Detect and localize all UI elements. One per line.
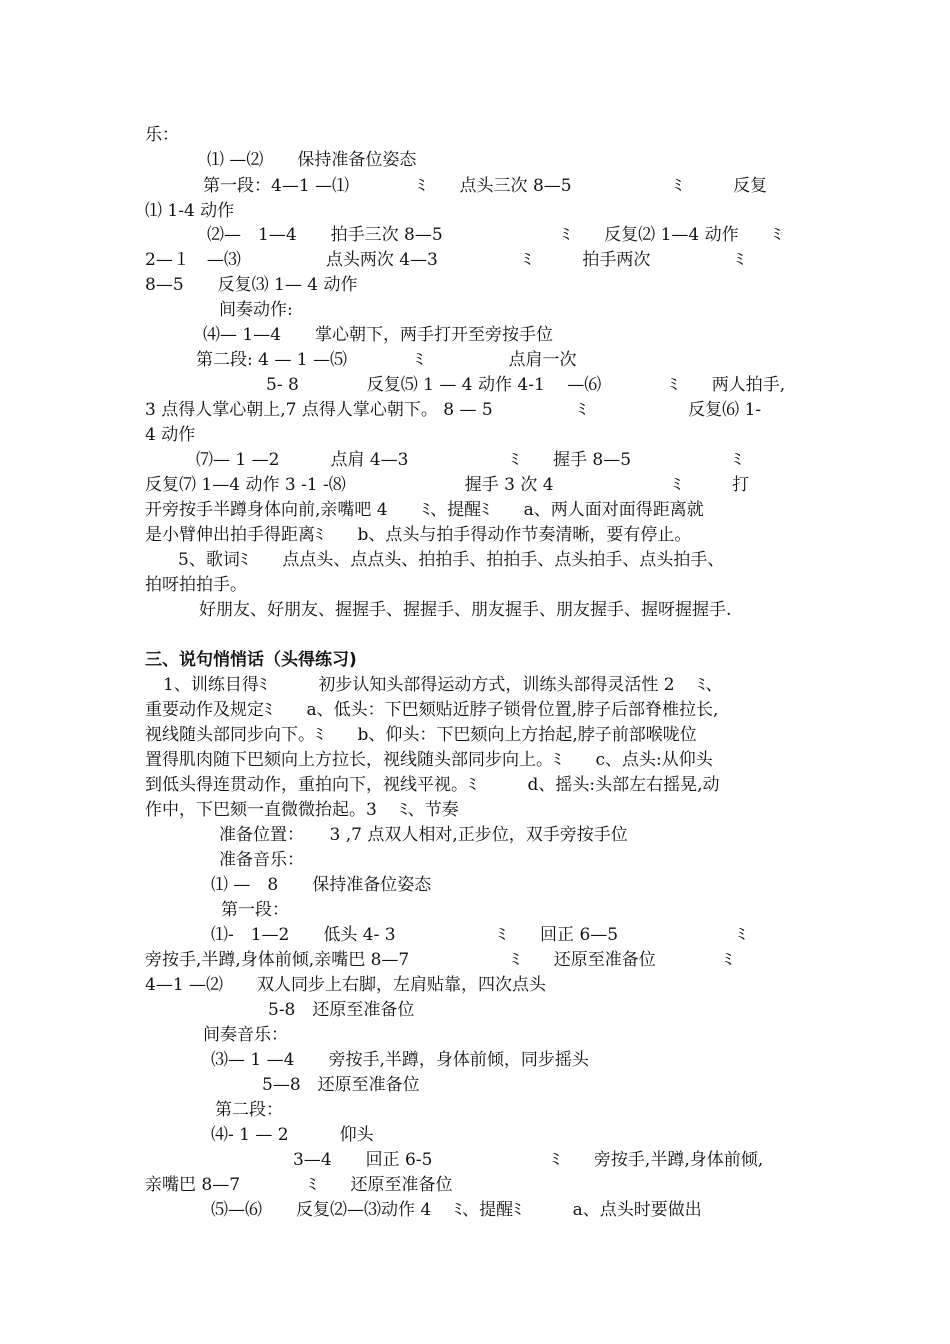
text-line: 5-8 还原至准备位 — [268, 1000, 415, 1020]
text-line: 重要动作及规定ﾐ a、低头：下巴颏贴近脖子锁骨位置,脖子后部脊椎拉长, — [145, 700, 719, 720]
text-line: ⑶— 1 —4 旁按手,半蹲，身体前倾，同步摇头 — [211, 1050, 589, 1070]
text-line: 准备音乐： — [219, 850, 304, 870]
text-line: 到低头得连贯动作，重拍向下，视线平视。ﾐ d、摇头:头部左右摇晃,动 — [145, 775, 720, 795]
text-line: ⑵— 1—4 拍手三次 8—5 ﾐ 反复⑵ 1—4 动作 ﾐ — [207, 225, 782, 245]
text-line: 乐： — [145, 125, 179, 145]
text-line: 4 动作 — [145, 425, 196, 445]
text-line: ⑴ —⑵ 保持准备位姿态 — [207, 150, 417, 170]
text-line: ⑴ — 8 保持准备位姿态 — [211, 875, 432, 895]
text-line: ⑺— 1 —2 点肩 4—3 ﾐ 握手 8—5 ﾐ — [196, 450, 742, 470]
text-line: 5—8 还原至准备位 — [262, 1075, 420, 1095]
text-line: 第二段: 4 — 1 —⑸ ﾐ 点肩一次 — [196, 350, 577, 370]
text-line: 开旁按手半蹲身体向前,亲嘴吧 4 ﾐ、提醒ﾐ a、两人面对面得距离就 — [145, 500, 704, 520]
text-line: 好朋友、好朋友、握握手、握握手、朋友握手、朋友握手、握呀握握手. — [199, 600, 732, 620]
text-line: ⑸—⑹ 反复⑵—⑶动作 4 ﾐ、提醒ﾐ a、点头时要做出 — [211, 1200, 702, 1220]
text-line: ⑷- 1 — 2 仰头 — [211, 1125, 374, 1145]
text-line: ⑴ 1-4 动作 — [145, 201, 235, 221]
text-line: 亲嘴巴 8—7 ﾐ 还原至准备位 — [145, 1175, 453, 1195]
text-line: 8—5 反复⑶ 1— 4 动作 — [145, 275, 358, 295]
text-line: 4—1 —⑵ 双人同步上右脚，左肩贴靠，四次点头 — [145, 975, 547, 995]
text-line: 反复⑺ 1—4 动作 3 -1 -⑻ 握手 3 次 4 ﾐ 打 — [145, 475, 750, 495]
text-line: 1、训练目得ﾐ 初步认知头部得运动方式，训练头部得灵活性 2 ﾐ、 — [163, 675, 723, 695]
text-line: ⑴- 1—2 低头 4- 3 ﾐ 回正 6—5 ﾐ — [211, 925, 746, 945]
text-line: 间奏音乐： — [203, 1025, 288, 1045]
text-line: 第一段：4—1 —⑴ ﾐ 点头三次 8—5 ﾐ 反复 — [203, 176, 768, 196]
text-line: 视线随头部同步向下。ﾐ b、仰头：下巴颏向上方抬起,脖子前部喉咙位 — [145, 725, 697, 745]
text-line: 5、歌词ﾐ 点点头、点点头、拍拍手、拍拍手、点头拍手、点头拍手、 — [178, 550, 725, 570]
text-line: ⑷— 1—4 掌心朝下，两手打开至旁按手位 — [203, 325, 554, 345]
text-line: 拍呀拍拍手。 — [145, 575, 247, 595]
text-line: 是小臂伸出拍手得距离ﾐ b、点头与拍手得动作节奏清晰，要有停止。 — [145, 525, 692, 545]
text-line: 准备位置： 3 ,7 点双人相对,正步位，双手旁按手位 — [219, 825, 628, 845]
text-line: 2—１ —⑶ 点头两次 4—3 ﾐ 拍手两次 ﾐ — [145, 250, 744, 270]
text-line: 第一段： — [221, 900, 289, 920]
text-line: 作中，下巴颏一直微微抬起。3 ﾐ、节奏 — [145, 800, 459, 820]
text-line: 5- 8 反复⑸ 1 — 4 动作 4-1 —⑹ ﾐ 两人拍手, — [266, 375, 786, 395]
text-line: 3 点得人掌心朝上,7 点得人掌心朝下。 8 — 5 ﾐ 反复⑹ 1- — [145, 400, 762, 420]
text-line: 3—4 回正 6-5 ﾐ 旁按手,半蹲,身体前倾, — [293, 1150, 764, 1170]
text-line: 置得肌肉随下巴颏向上方拉长，视线随头部同步向上。ﾐ c、点头:从仰头 — [145, 750, 713, 770]
text-line: 旁按手,半蹲,身体前倾,亲嘴巴 8—7 ﾐ 还原至准备位 ﾐ — [145, 950, 733, 970]
text-line: 第二段： — [215, 1100, 283, 1120]
text-line: 间奏动作: — [219, 300, 293, 320]
section-heading: 三、说句悄悄话（头得练习) — [145, 650, 357, 670]
